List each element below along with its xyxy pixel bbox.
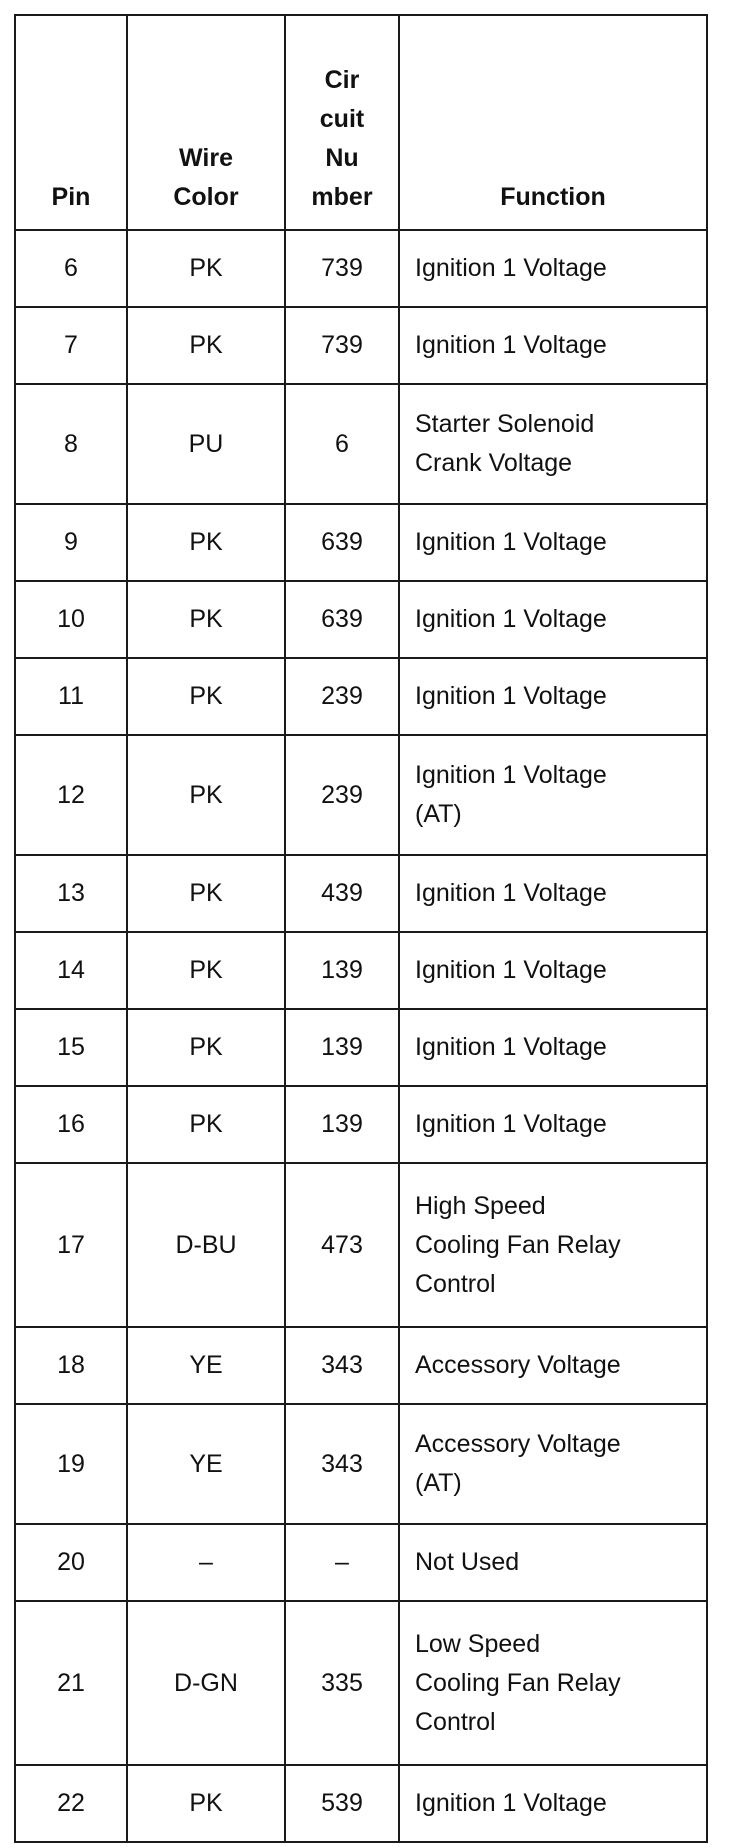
pin-cell: 22 (15, 1765, 127, 1842)
header-function-label: Function (500, 183, 606, 211)
wire-color-cell: YE (127, 1327, 285, 1404)
circuit-number-cell: 639 (285, 504, 399, 581)
function-cell: Ignition 1 Voltage (399, 658, 707, 735)
table-row (15, 581, 707, 658)
function-cell: Ignition 1 Voltage (399, 307, 707, 384)
table-row (15, 1163, 707, 1327)
table-row (15, 1086, 707, 1163)
pin-cell: 10 (15, 581, 127, 658)
table-row (15, 1404, 707, 1524)
wire-color-cell: PK (127, 1086, 285, 1163)
wire-color-cell: YE (127, 1404, 285, 1524)
table-row (15, 1009, 707, 1086)
function-cell: Ignition 1 Voltage (AT) (399, 735, 707, 855)
table-body (15, 230, 707, 1842)
circuit-number-cell: 539 (285, 1765, 399, 1842)
wire-color-cell: D-BU (127, 1163, 285, 1327)
wire-color-cell: PK (127, 1765, 285, 1842)
circuit-number-cell: 239 (285, 735, 399, 855)
connector-pinout-table (14, 14, 708, 1843)
table-row (15, 932, 707, 1009)
function-cell: High Speed Cooling Fan Relay Control (399, 1163, 707, 1327)
header-row (15, 15, 707, 230)
pin-cell: 11 (15, 658, 127, 735)
function-cell: Ignition 1 Voltage (399, 932, 707, 1009)
header-function (399, 15, 707, 230)
function-cell: Low Speed Cooling Fan Relay Control (399, 1601, 707, 1765)
wire-color-cell: PK (127, 932, 285, 1009)
wire-color-cell: PK (127, 735, 285, 855)
wire-color-cell: PK (127, 230, 285, 307)
pin-cell: 16 (15, 1086, 127, 1163)
wire-color-cell: PK (127, 307, 285, 384)
function-cell: Ignition 1 Voltage (399, 1765, 707, 1842)
table-row (15, 1524, 707, 1601)
function-cell: Starter Solenoid Crank Voltage (399, 384, 707, 504)
table-row (15, 1765, 707, 1842)
pin-cell: 9 (15, 504, 127, 581)
circuit-number-cell: 139 (285, 1009, 399, 1086)
circuit-number-cell: 439 (285, 855, 399, 932)
pin-cell: 13 (15, 855, 127, 932)
function-cell: Not Used (399, 1524, 707, 1601)
circuit-number-cell: 639 (285, 581, 399, 658)
pin-cell: 8 (15, 384, 127, 504)
header-circuit-number (285, 15, 399, 230)
circuit-number-cell: 239 (285, 658, 399, 735)
function-cell: Ignition 1 Voltage (399, 581, 707, 658)
pin-cell: 12 (15, 735, 127, 855)
wire-color-cell: PK (127, 855, 285, 932)
circuit-number-cell: 6 (285, 384, 399, 504)
header-pin-label: Pin (51, 183, 91, 211)
wire-color-cell: PK (127, 581, 285, 658)
wire-color-cell: PK (127, 658, 285, 735)
function-cell: Accessory Voltage (399, 1327, 707, 1404)
circuit-number-cell: 343 (285, 1404, 399, 1524)
function-cell: Ignition 1 Voltage (399, 1009, 707, 1086)
pin-cell: 6 (15, 230, 127, 307)
circuit-number-cell: 139 (285, 1086, 399, 1163)
wire-color-cell: PK (127, 504, 285, 581)
pin-cell: 15 (15, 1009, 127, 1086)
circuit-number-cell: 139 (285, 932, 399, 1009)
wire-color-cell: PU (127, 384, 285, 504)
header-pin (15, 15, 127, 230)
pin-cell: 20 (15, 1524, 127, 1601)
pin-cell: 14 (15, 932, 127, 1009)
table-row (15, 384, 707, 504)
circuit-number-cell: 739 (285, 307, 399, 384)
wire-color-cell: – (127, 1524, 285, 1601)
header-circuit-number-label: Cir cuit Nu mber (311, 66, 373, 211)
function-cell: Ignition 1 Voltage (399, 1086, 707, 1163)
function-cell: Ignition 1 Voltage (399, 230, 707, 307)
circuit-number-cell: 335 (285, 1601, 399, 1765)
wire-color-cell: PK (127, 1009, 285, 1086)
function-cell: Ignition 1 Voltage (399, 504, 707, 581)
header-wire-color (127, 15, 285, 230)
table-row (15, 658, 707, 735)
wire-color-cell: D-GN (127, 1601, 285, 1765)
table-row (15, 230, 707, 307)
document-area (14, 14, 708, 1843)
function-cell: Accessory Voltage (AT) (399, 1404, 707, 1524)
header-wire-color-label: Wire Color (173, 144, 239, 211)
pin-cell: 21 (15, 1601, 127, 1765)
pin-cell: 18 (15, 1327, 127, 1404)
table-row (15, 1327, 707, 1404)
table-row (15, 735, 707, 855)
circuit-number-cell: 343 (285, 1327, 399, 1404)
pin-cell: 19 (15, 1404, 127, 1524)
circuit-number-cell: 473 (285, 1163, 399, 1327)
table-row (15, 307, 707, 384)
pin-cell: 17 (15, 1163, 127, 1327)
circuit-number-cell: – (285, 1524, 399, 1601)
circuit-number-cell: 739 (285, 230, 399, 307)
table-row (15, 504, 707, 581)
function-cell: Ignition 1 Voltage (399, 855, 707, 932)
table-row (15, 855, 707, 932)
pin-cell: 7 (15, 307, 127, 384)
table-row (15, 1601, 707, 1765)
